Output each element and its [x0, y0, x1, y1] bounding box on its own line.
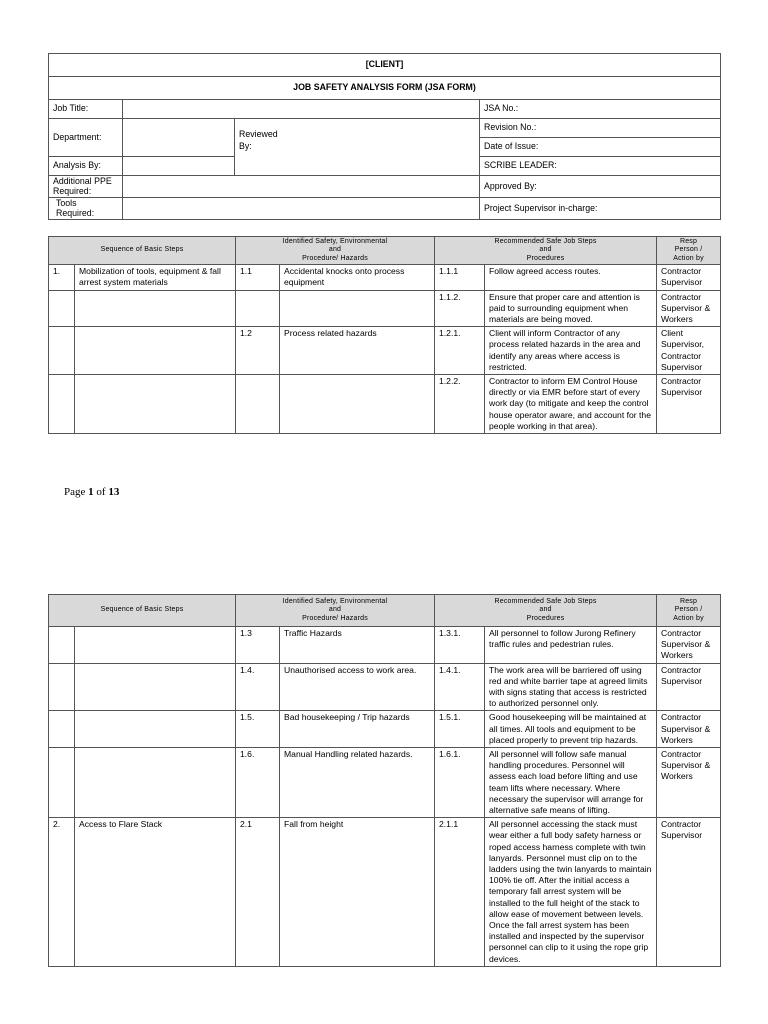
column-header-row — [49, 595, 721, 627]
step-number — [49, 663, 75, 711]
procedure-description: All personnel to follow Jurong Refinery traffic rules and pedestrian rules. — [485, 627, 657, 664]
sequence-column-header: Sequence of Basic Steps — [49, 595, 236, 627]
jsa-steps-table-page1 — [48, 236, 721, 434]
hazard-number: 1.1 — [236, 265, 280, 290]
procedure-number: 2.1.1 — [435, 818, 485, 967]
table-row — [49, 327, 721, 375]
responsible-person: Contractor Supervisor & Workers — [657, 748, 721, 818]
responsible-person: Client Supervisor, Contractor Supervisor — [657, 327, 721, 375]
responsible-person: Contractor Supervisor & Workers — [657, 627, 721, 664]
procedure-number: 1.2.2. — [435, 375, 485, 434]
job-title-label: Job Title: — [49, 100, 123, 119]
scribe-leader-field[interactable]: SCRIBE LEADER: — [480, 157, 721, 176]
jsa-no-field[interactable]: JSA No.: — [480, 100, 721, 119]
form-title: JOB SAFETY ANALYSIS FORM (JSA FORM) — [49, 77, 721, 100]
procedures-column-header: Recommended Safe Job Steps and Procedures — [435, 595, 657, 627]
resp-column-header: Resp Person / Action by — [657, 237, 721, 265]
step-number — [49, 375, 75, 434]
tools-required-field[interactable] — [123, 198, 480, 220]
procedure-description: All personnel accessing the stack must wear either a full body safety harness or roped access harness complete with twin lanyards. Personnel must clip on to the ladders using the twin lanyards to maintain 100% tie off. After the initial access a temporary fall arrest system will be installed to the full height of the stack to allow ease of movement between levels. Once the fall arrest system has been installed and inspected by the supervisor personnel can clip to it using the rope grip devices. — [485, 818, 657, 967]
hazard-description: Traffic Hazards — [280, 627, 435, 664]
step-description — [75, 711, 236, 748]
step-number: 2. — [49, 818, 75, 967]
hazard-description — [280, 290, 435, 327]
additional-ppe-label: Additional PPE Required: — [49, 176, 123, 198]
responsible-person: Contractor Supervisor & Workers — [657, 290, 721, 327]
analysis-by-label: Analysis By: — [49, 157, 123, 176]
hazard-description: Accidental knocks onto process equipment — [280, 265, 435, 290]
approved-by-field[interactable]: Approved By: — [480, 176, 721, 198]
responsible-person: Contractor Supervisor — [657, 818, 721, 967]
procedure-description: Client will inform Contractor of any process related hazards in the area and identify any areas where access is restricted. — [485, 327, 657, 375]
step-description — [75, 627, 236, 664]
procedure-number: 1.5.1. — [435, 711, 485, 748]
hazard-number: 1.4. — [236, 663, 280, 711]
step-description — [75, 327, 236, 375]
procedure-description: Good housekeeping will be maintained at all times. All tools and equipment to be placed properly to prevent trip hazards. — [485, 711, 657, 748]
procedure-number: 1.6.1. — [435, 748, 485, 818]
department-label: Department: — [49, 119, 123, 157]
hazards-column-header: Identified Safety, Environmental and Procedure/ Hazards — [236, 595, 435, 627]
analysis-by-field[interactable] — [123, 157, 235, 176]
project-supervisor-field[interactable]: Project Supervisor in-charge: — [480, 198, 721, 220]
table-row — [49, 290, 721, 327]
additional-ppe-field[interactable] — [123, 176, 480, 198]
resp-column-header: Resp Person / Action by — [657, 595, 721, 627]
procedure-description: All personnel will follow safe manual handling procedures. Personnel will assess each load before lifting and use team lifts where necessary. Where necessary the supervisor will arrange for alternative safe means of lifting. — [485, 748, 657, 818]
department-field[interactable] — [123, 119, 235, 157]
step-description — [75, 663, 236, 711]
table-row — [49, 711, 721, 748]
procedure-number: 1.1.1 — [435, 265, 485, 290]
sequence-column-header: Sequence of Basic Steps — [49, 237, 236, 265]
hazard-number: 1.6. — [236, 748, 280, 818]
jsa-steps-table-page2 — [48, 594, 721, 967]
procedure-number: 1.2.1. — [435, 327, 485, 375]
tools-required-label: Tools Required: — [49, 198, 123, 220]
table-row — [49, 375, 721, 434]
step-description: Access to Flare Stack — [75, 818, 236, 967]
step-description — [75, 290, 236, 327]
job-title-field[interactable] — [123, 100, 480, 119]
procedures-column-header: Recommended Safe Job Steps and Procedures — [435, 237, 657, 265]
reviewed-by-field[interactable] — [235, 119, 480, 176]
hazard-number: 1.5. — [236, 711, 280, 748]
step-number — [49, 327, 75, 375]
hazard-description: Process related hazards — [280, 327, 435, 375]
page-number: Page 1 of 13 — [64, 486, 120, 498]
responsible-person: Contractor Supervisor — [657, 375, 721, 434]
procedure-number: 1.3.1. — [435, 627, 485, 664]
step-number — [49, 627, 75, 664]
step-number — [49, 748, 75, 818]
table-row — [49, 748, 721, 818]
table-row — [49, 663, 721, 711]
hazard-number — [236, 290, 280, 327]
hazard-description: Bad housekeeping / Trip hazards — [280, 711, 435, 748]
procedure-description: Contractor to inform EM Control House directly or via EMR before start of every work day (to mitigate and keep the control house operator aware, and account for the people working in that area). — [485, 375, 657, 434]
responsible-person: Contractor Supervisor — [657, 265, 721, 290]
step-description: Mobilization of tools, equipment & fall arrest system materials — [75, 265, 236, 290]
step-description — [75, 375, 236, 434]
hazard-number — [236, 375, 280, 434]
procedure-description: The work area will be barriered off using red and white barrier tape at agreed limits with signs stating that access is restricted to authorized personnel only. — [485, 663, 657, 711]
hazard-description: Manual Handling related hazards. — [280, 748, 435, 818]
hazard-description — [280, 375, 435, 434]
jsa-header-form — [48, 53, 721, 220]
table-row — [49, 818, 721, 967]
procedure-number: 1.1.2. — [435, 290, 485, 327]
hazard-number: 2.1 — [236, 818, 280, 967]
reviewed-by-label: Reviewed By: — [239, 129, 278, 151]
client-title: [CLIENT] — [49, 54, 721, 77]
hazard-number: 1.3 — [236, 627, 280, 664]
step-number: 1. — [49, 265, 75, 290]
step-number — [49, 290, 75, 327]
responsible-person: Contractor Supervisor — [657, 663, 721, 711]
procedure-number: 1.4.1. — [435, 663, 485, 711]
hazard-description: Unauthorised access to work area. — [280, 663, 435, 711]
procedure-description: Follow agreed access routes. — [485, 265, 657, 290]
column-header-row — [49, 237, 721, 265]
hazard-number: 1.2 — [236, 327, 280, 375]
procedure-description: Ensure that proper care and attention is paid to surrounding equipment when materials are being moved. — [485, 290, 657, 327]
hazard-description: Fall from height — [280, 818, 435, 967]
date-of-issue-field[interactable]: Date of Issue: — [480, 138, 721, 157]
step-description — [75, 748, 236, 818]
step-number — [49, 711, 75, 748]
table-row — [49, 627, 721, 664]
responsible-person: Contractor Supervisor & Workers — [657, 711, 721, 748]
revision-no-field[interactable]: Revision No.: — [480, 119, 721, 138]
table-row — [49, 265, 721, 290]
hazards-column-header: Identified Safety, Environmental and Procedure/ Hazards — [236, 237, 435, 265]
